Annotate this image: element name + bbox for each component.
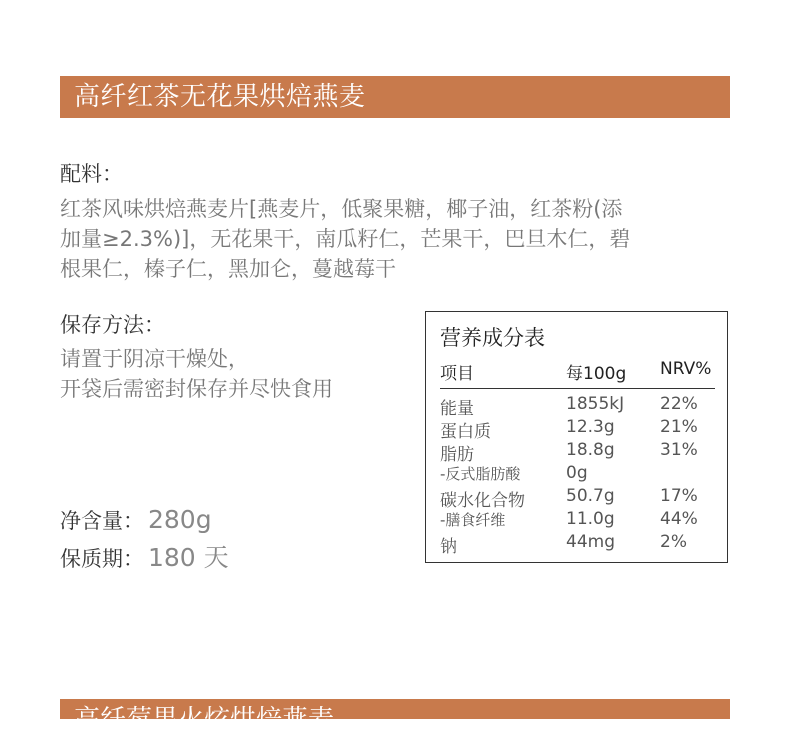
- storage-line: 开袋后需密封保存并尽快食用: [60, 377, 333, 401]
- nutrient-nrv: 31%: [660, 440, 698, 460]
- ingredients-line: 红茶风味烘焙燕麦片[燕麦片，低聚果糖，椰子油，红茶粉(添: [60, 197, 623, 221]
- nutrient-nrv: 2%: [660, 532, 687, 552]
- nutrition-row: [440, 509, 715, 532]
- nutrition-row: [440, 440, 715, 463]
- next-product-title: 高纤莓果火炫烘焙燕麦: [74, 705, 335, 735]
- nutrition-title: 营养成分表: [440, 326, 545, 350]
- nutrition-divider: [440, 388, 715, 389]
- storage-label: 保存方法：: [60, 313, 165, 337]
- nutrient-name: 能量: [440, 399, 474, 419]
- header-per-100g: 每100g: [566, 364, 627, 384]
- net-weight-value: 280g: [148, 505, 212, 534]
- shelf-life-value: 180 天: [148, 543, 229, 572]
- nutrient-value: 11.0g: [566, 509, 615, 529]
- nutrient-name: 碳水化合物: [440, 491, 525, 511]
- product-title: 高纤红茶无花果烘焙燕麦: [74, 82, 366, 112]
- nutrition-header-row: [440, 359, 715, 383]
- nutrition-table: [425, 311, 728, 563]
- nutrition-row: [440, 394, 715, 417]
- shelf-life: [60, 538, 229, 574]
- header-nrv: NRV%: [660, 359, 712, 379]
- nutrient-value: 44mg: [566, 532, 615, 552]
- storage-line: 请置于阴凉干燥处，: [60, 347, 249, 371]
- ingredients-text: [60, 194, 730, 284]
- next-product-banner: [60, 699, 730, 735]
- nutrient-name: 蛋白质: [440, 422, 491, 442]
- nutrient-nrv: 17%: [660, 486, 698, 506]
- net-weight: [60, 505, 212, 535]
- nutrition-row: [440, 532, 715, 555]
- nutrient-name: -膳食纤维: [440, 511, 506, 529]
- header-item: 项目: [440, 364, 474, 384]
- nutrition-row: [440, 486, 715, 509]
- nutrient-value: 0g: [566, 463, 588, 483]
- ingredients-line: 根果仁，榛子仁，黑加仑，蔓越莓干: [60, 257, 396, 281]
- ingredients-line: 加量≥2.3%)]，无花果干，南瓜籽仁，芒果干，巴旦木仁，碧: [60, 227, 631, 251]
- nutrient-nrv: 22%: [660, 394, 698, 414]
- nutrient-name: 钠: [440, 537, 457, 557]
- nutrient-value: 1855kJ: [566, 394, 625, 414]
- nutrient-value: 12.3g: [566, 417, 615, 437]
- nutrient-value: 18.8g: [566, 440, 615, 460]
- product-title-banner: [60, 76, 730, 118]
- nutrition-row: [440, 417, 715, 440]
- nutrient-name: 脂肪: [440, 445, 474, 465]
- nutrient-nrv: 44%: [660, 509, 698, 529]
- storage-text: [60, 344, 410, 404]
- nutrient-value: 50.7g: [566, 486, 615, 506]
- net-weight-label: 净含量：: [60, 509, 144, 533]
- nutrition-row: [440, 463, 715, 486]
- shelf-life-label: 保质期：: [60, 547, 144, 571]
- ingredients-label: 配料：: [60, 162, 123, 186]
- nutrient-name: -反式脂肪酸: [440, 465, 521, 483]
- nutrient-nrv: 21%: [660, 417, 698, 437]
